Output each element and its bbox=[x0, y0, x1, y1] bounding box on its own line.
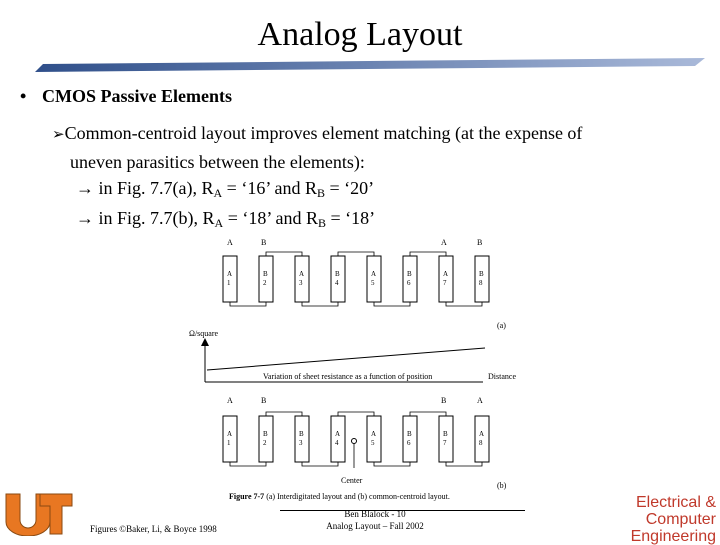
strip-number: 5 bbox=[371, 439, 375, 447]
y-axis-arrow bbox=[201, 338, 209, 346]
center-label: Center bbox=[341, 476, 363, 485]
bullet-heading: • CMOS Passive Elements bbox=[20, 86, 232, 106]
strip-letter: B bbox=[407, 270, 412, 278]
result-a-sub-a: A bbox=[213, 186, 223, 200]
title-underline bbox=[35, 58, 705, 76]
strip-connector bbox=[230, 462, 266, 466]
figure-credit: Figures ©Baker, Li, & Boyce 1998 bbox=[90, 524, 217, 534]
strip-connector bbox=[266, 412, 302, 416]
sub-bullet-line1: Common-centroid layout improves element matching (at the expense of bbox=[64, 123, 583, 143]
strip-letter: B bbox=[299, 430, 304, 438]
strip-number: 6 bbox=[407, 439, 411, 447]
department-line2: Computer bbox=[645, 511, 716, 528]
strip-connector bbox=[302, 302, 338, 306]
result-b-sub-b: B bbox=[318, 216, 327, 230]
strip-letter: A bbox=[371, 430, 377, 438]
ut-logo bbox=[4, 490, 74, 536]
resistance-curve bbox=[207, 348, 485, 370]
strip-letter: B bbox=[443, 430, 448, 438]
top-label-a1: A bbox=[227, 238, 233, 247]
top-label-a2: A bbox=[441, 238, 447, 247]
strip-number: 6 bbox=[407, 279, 411, 287]
bottom-label-a1: A bbox=[227, 396, 233, 405]
right-arrow-icon: → bbox=[76, 178, 94, 198]
strip-letter: B bbox=[335, 270, 340, 278]
strip-number: 3 bbox=[299, 439, 303, 447]
sub-bullet bbox=[52, 120, 672, 176]
footer-author: Ben Blalock - 10 bbox=[344, 509, 406, 519]
sub-bullet-line2: uneven parasitics between the elements): bbox=[70, 152, 365, 172]
result-a-sub-b: B bbox=[316, 186, 325, 200]
result-a-prefix: in Fig. 7.7(a), R bbox=[98, 178, 214, 198]
department-name bbox=[600, 494, 716, 545]
result-line-a bbox=[76, 178, 374, 201]
strip-connector bbox=[374, 302, 410, 306]
strip-letter: B bbox=[263, 270, 268, 278]
result-b-prefix: in Fig. 7.7(b), R bbox=[98, 208, 215, 228]
strip-connector bbox=[338, 412, 374, 416]
strip-number: 8 bbox=[479, 439, 483, 447]
strip-connector bbox=[338, 252, 374, 256]
resistor-row-a bbox=[223, 252, 489, 306]
x-axis-label: Distance bbox=[488, 372, 516, 381]
tag-a: (a) bbox=[497, 321, 506, 330]
centroid-marker bbox=[352, 439, 357, 444]
bottom-label-a2: A bbox=[477, 396, 483, 405]
tag-b: (b) bbox=[497, 481, 507, 490]
footer-center bbox=[300, 508, 450, 532]
strip-number: 1 bbox=[227, 279, 231, 287]
department-line3: Engineering bbox=[630, 528, 716, 545]
result-b-sub-a: A bbox=[214, 216, 224, 230]
result-b-mid: = ‘18’ and R bbox=[223, 208, 318, 228]
strip-number: 7 bbox=[443, 439, 447, 447]
top-label-b2: B bbox=[477, 238, 483, 247]
department-line1: Electrical & bbox=[635, 494, 716, 511]
strip-letter: A bbox=[479, 430, 485, 438]
strip-connector bbox=[266, 252, 302, 256]
footer-course: Analog Layout – Fall 2002 bbox=[326, 521, 424, 531]
strip-number: 3 bbox=[299, 279, 303, 287]
strip-connector bbox=[410, 412, 446, 416]
strip-letter: A bbox=[299, 270, 305, 278]
strip-letter: A bbox=[335, 430, 341, 438]
figure-caption bbox=[229, 492, 450, 501]
strip-connector bbox=[230, 302, 266, 306]
result-b-suffix: = ‘18’ bbox=[326, 208, 376, 228]
strip-number: 4 bbox=[335, 279, 339, 287]
figure-caption-rest: (a) Interdigitated layout and (b) common-centroid layout. bbox=[264, 492, 450, 501]
right-arrow-icon: → bbox=[76, 208, 94, 228]
bottom-label-b2: B bbox=[441, 396, 447, 405]
strip-number: 5 bbox=[371, 279, 375, 287]
strip-letter: B bbox=[407, 430, 412, 438]
strip-connector bbox=[446, 302, 482, 306]
slide-title: Analog Layout bbox=[257, 16, 463, 53]
strip-connector bbox=[302, 462, 338, 466]
result-a-mid: = ‘16’ and R bbox=[222, 178, 317, 198]
strip-letter: B bbox=[263, 430, 268, 438]
result-line-b bbox=[76, 208, 375, 231]
figure-7-7 bbox=[185, 236, 525, 506]
y-axis-label: Ω/square bbox=[189, 329, 219, 338]
strip-letter: A bbox=[227, 270, 233, 278]
top-label-b1: B bbox=[261, 238, 267, 247]
strip-number: 4 bbox=[335, 439, 339, 447]
curve-caption: Variation of sheet resistance as a function of position bbox=[263, 372, 433, 381]
strip-letter: B bbox=[479, 270, 484, 278]
strip-connector bbox=[374, 462, 410, 466]
result-a-suffix: = ‘20’ bbox=[325, 178, 375, 198]
strip-number: 2 bbox=[263, 439, 267, 447]
arrow-bullet-icon: ➢ bbox=[52, 127, 65, 143]
strip-number: 7 bbox=[443, 279, 447, 287]
bullet-heading-text: CMOS Passive Elements bbox=[42, 86, 232, 106]
bottom-label-b1: B bbox=[261, 396, 267, 405]
strip-letter: A bbox=[371, 270, 377, 278]
strip-letter: A bbox=[227, 430, 233, 438]
strip-letter: A bbox=[443, 270, 449, 278]
strip-connector bbox=[410, 252, 446, 256]
strip-connector bbox=[446, 462, 482, 466]
strip-number: 1 bbox=[227, 439, 231, 447]
figure-caption-bold: Figure 7-7 bbox=[229, 492, 265, 501]
strip-number: 2 bbox=[263, 279, 267, 287]
strip-number: 8 bbox=[479, 279, 483, 287]
